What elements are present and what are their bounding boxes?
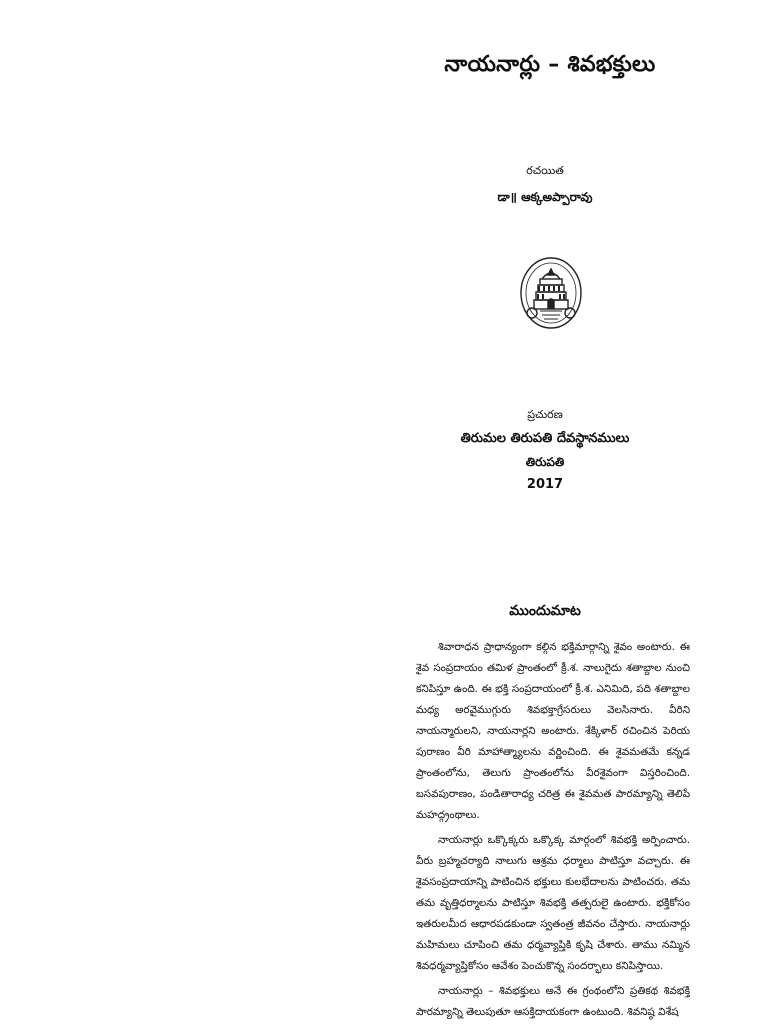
- ttd-temple-emblem-icon: [518, 255, 584, 331]
- book-title: నాయనార్లు – శివభక్తులు: [444, 52, 656, 77]
- publisher-label: ప్రచురణ: [527, 408, 563, 421]
- foreword-paragraph: నాయనార్లు – శివభక్తులు అనే ఈ గ్రంథంలోని ప్రతికథ శివభక్తి పారమ్యాన్ని తెలుపుతూ ఆసక్తిదాయకంగా ఉంటుంది. శివనిష్ఠ విశేష: [416, 985, 690, 1018]
- author-label: రచయిత: [526, 164, 564, 177]
- publisher-city: తిరుపతి: [525, 455, 565, 469]
- author-name: డా॥ ఆక్కఅప్పారావు: [497, 190, 593, 204]
- foreword-paragraph: శివారాధన ప్రాధాన్యంగా కల్గిన భక్తిమార్గాన్ని శైవం అంటారు. ఈ శైవ సంప్రదాయం తమిళ ప్రాంతంలో క్రీ.శ. నాలుగైదు శతాబ్దాల నుంచి కనిపిస్తూ ఉంది. ఈ భక్తి సంప్రదాయంలో క్రీ.శ. ఎనిమిది, పది శతాబ్దాల మధ్య అరవైముగ్గురు శివభక్తాగ్రేసరులు వెలసినారు. వీరిని నాయన్మారులని, నాయనార్లని అంటారు. శేక్కిళార్ రచించిన పెరియ పురాణం వీరి మాహాత్మ్యాలను వర్ణించింది. ఈ శైవమతమే కన్నడ ప్రాంతంలోను, తెలుగు ప్రాంతంలోను వీరశైవంగా విస్తరించింది. బసవపురాణం, పండితారాధ్య చరిత్ర ఈ శైవమత పారమ్యాన్ని తెలిపే మహద్గ్రంథాలు.: [416, 641, 690, 821]
- foreword-body: [416, 637, 690, 1027]
- foreword-paragraph: నాయనార్లు ఒక్కొక్కరు ఒక్కొక్క మార్గంలో శివభక్తి అర్పించారు. వీరు బ్రహ్మచర్యాది నాలుగు ఆశ్రమ ధర్మాలు పాటిస్తూ వచ్చారు. ఈ శైవసంప్రదాయాన్ని పాటించిన భక్తులు కులభేదాలను పాటించరు. తమ తమ వృత్తిధర్మాలను పాటిస్తూ శివభక్తి తత్పరులై ఉంటారు. భక్తికోసం ఇతరులమీద ఆధారపడకుండా స్వతంత్ర జీవనం చేస్తారు. నాయనార్లు మహిమలు చూపించి తమ ధర్మవ్యాప్తికి కృషి చేశారు. తాము నమ్మిన శివధర్మవ్యాప్తికోసం ఆవేశం పెంచుకొన్న సందర్భాలు కనిపిస్తాయి.: [416, 834, 690, 972]
- publication-year: 2017: [526, 477, 564, 492]
- publisher-name: తిరుమల తిరుపతి దేవస్థానములు: [460, 431, 630, 446]
- foreword-heading: ముందుమాట: [509, 603, 581, 619]
